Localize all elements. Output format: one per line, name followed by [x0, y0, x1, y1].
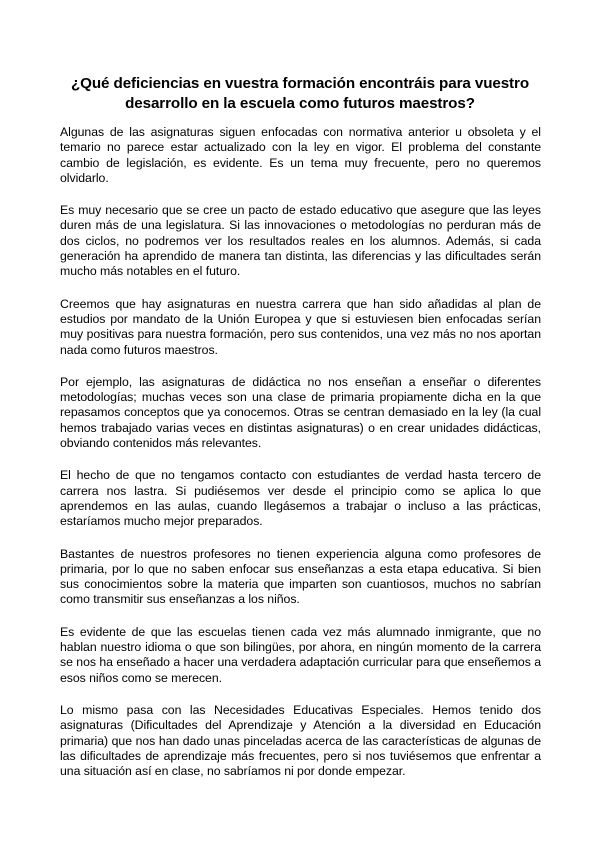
paragraph-2: Es muy necesario que se cree un pacto de estado educativo que asegure que las leyes duren más de una legislatura. Si las innovaciones o metodologías no perduran más de dos ciclos, no podremos ver los resultados reales en los alumnos. Además, si cada generación ha aprendido de manera tan distinta, las diferencias y las dificultades serán mucho más notables en el futuro.: [60, 203, 541, 279]
paragraph-7: Es evidente de que las escuelas tienen cada vez más alumnado inmigrante, que no hablan nuestro idioma o que son bilingües, por ahora, en ningún momento de la carrera se nos ha enseñado a hacer una verdadera adaptación curricular para que enseñemos a esos niños como se merecen.: [60, 624, 541, 685]
paragraph-5: El hecho de que no tengamos contacto con estudiantes de verdad hasta tercero de carrera nos lastra. Si pudiésemos ver desde el principio como se aplica lo que aprendemos en las aulas, cuando llegásemos a trabajar o incluso a las prácticas, estaríamos mucho mejor preparados.: [60, 468, 541, 529]
paragraph-6: Bastantes de nuestros profesores no tienen experiencia alguna como profesores de primaria, por lo que no saben enfocar sus enseñanzas a esta etapa educativa. Si bien sus conocimientos sobre la materia que imparten son cuantiosos, muchos no sabrían como transmitir sus enseñanzas a los niños.: [60, 546, 541, 607]
paragraph-3: Creemos que hay asignaturas en nuestra carrera que han sido añadidas al plan de estudios por mandato de la Unión Europea y que si estuviesen bien enfocadas serían muy positivas para nuestra formación, pero sus contenidos, una vez más no nos aportan nada como futuros maestros.: [60, 296, 541, 357]
document-title: ¿Qué deficiencias en vuestra formación encontráis para vuestro desarrollo en la escuela como futuros maestros?: [70, 75, 530, 112]
paragraph-4: Por ejemplo, las asignaturas de didáctica no nos enseñan a enseñar o diferentes metodologías; muchas veces son una clase de primaria propiamente dicha en la que repasamos conceptos que ya conocemos. Otras se centran demasiado en la ley (la cual hemos trabajado varias veces en distintas asignaturas) o en crear unidades didácticas, obviando contenidos más relevantes.: [60, 374, 541, 451]
paragraph-8: Lo mismo pasa con las Necesidades Educativas Especiales. Hemos tenido dos asignaturas (Dificultades del Aprendizaje y Atención a la diversidad en Educación primaria) que nos han dado unas pinceladas acerca de las características de algunas de las dificultades de aprendizaje más frecuentes, pero si nos tuviésemos que enfrentar a una situación así en clase, no sabríamos ni por donde empezar.: [60, 702, 541, 779]
paragraph-1: Algunas de las asignaturas siguen enfocadas con normativa anterior u obsoleta y el temario no parece estar actualizado con la ley en vigor. El problema del constante cambio de legislación, es evidente. Es un tema muy frecuente, pero no queremos olvidarlo.: [60, 125, 541, 185]
document-body: [60, 125, 541, 796]
